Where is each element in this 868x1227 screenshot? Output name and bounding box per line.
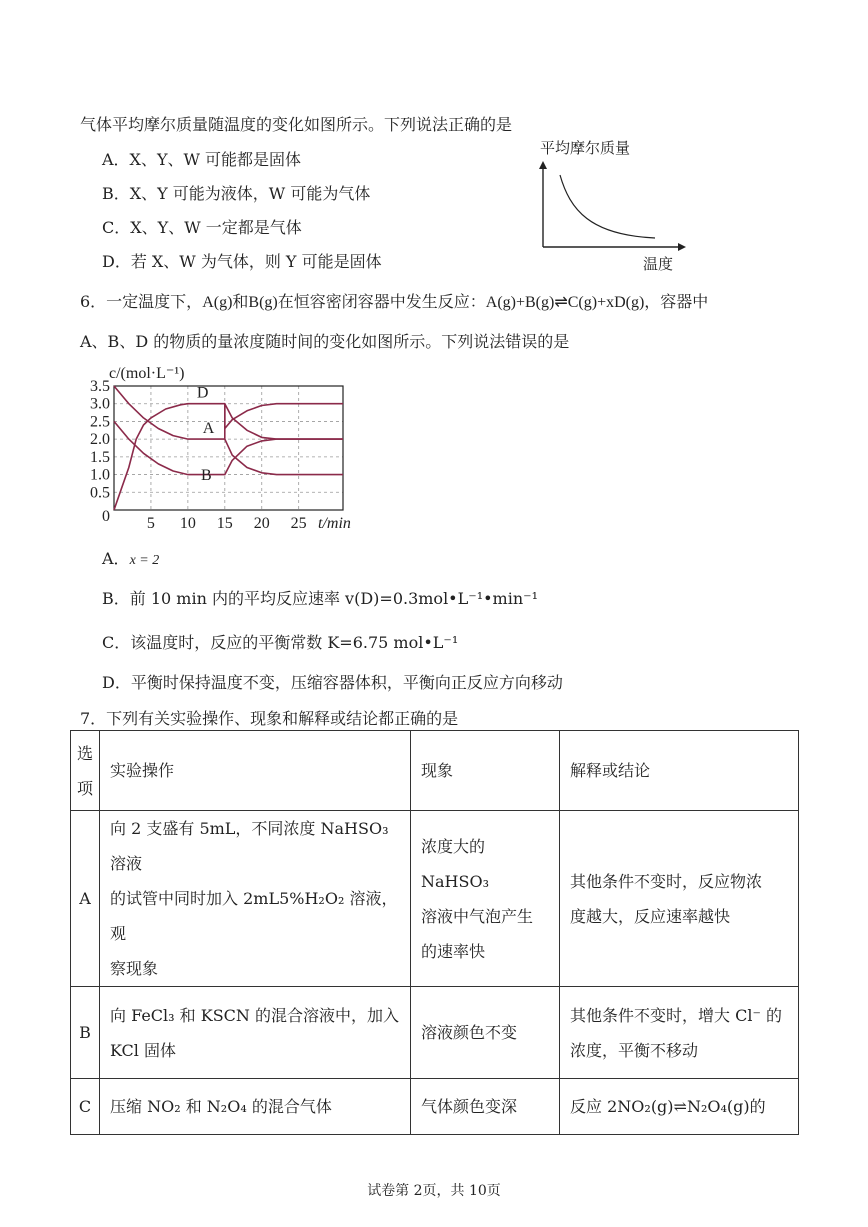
x-tick-label: 20 bbox=[253, 515, 270, 532]
q6-option-c: C．该温度时，反应的平衡常数 K=6.75 mol•L⁻¹ bbox=[102, 633, 459, 652]
q6-option-b: B．前 10 min 内的平均反应速率 v(D)=0.3mol•L⁻¹•min⁻¹ bbox=[102, 589, 538, 608]
q6-stem-e: 在恒容密闭容器中发生反应： bbox=[277, 292, 486, 311]
row-operation-line: 察现象 bbox=[110, 959, 159, 978]
row-operation-line: 的试管中同时加入 2mL5%H₂O₂ 溶液，观 bbox=[110, 889, 398, 943]
header-conclusion: 解释或结论 bbox=[560, 731, 799, 811]
y-tick-label: 3.5 bbox=[90, 378, 110, 395]
header-option-line1: 选 bbox=[77, 743, 94, 763]
table-header-row bbox=[71, 731, 799, 811]
row-operation bbox=[100, 811, 411, 987]
y-tick-label: 2.0 bbox=[90, 431, 110, 449]
y-tick-label: 0 bbox=[102, 508, 110, 525]
header-option bbox=[71, 731, 100, 811]
row-phenomenon: 溶液颜色不变 bbox=[411, 987, 560, 1079]
q5-option-d: D．若 X、W 为气体，则 Y 可能是固体 bbox=[102, 252, 382, 271]
table-row bbox=[71, 987, 799, 1079]
q6-concentration-chart bbox=[78, 358, 378, 533]
q5-stem-tail: 气体平均摩尔质量随温度的变化如图所示。下列说法正确的是 bbox=[80, 115, 513, 134]
q6-eq-arrow: ⇌ bbox=[554, 294, 568, 311]
q5-graph-curve bbox=[560, 175, 655, 238]
row-operation-line: 向 FeCl₃ 和 KSCN 的混合溶液中，加入 bbox=[110, 1005, 399, 1025]
q6-eq-left: A(g)+B(g) bbox=[485, 294, 555, 311]
row-conclusion-line: 浓度，平衡不移动 bbox=[570, 1040, 699, 1060]
q6-stem-a: 6．一定温度下， bbox=[80, 292, 203, 311]
y-tick-label: 0.5 bbox=[90, 484, 110, 502]
q7-stem: 7．下列有关实验操作、现象和解释或结论都正确的是 bbox=[80, 709, 459, 728]
row-conclusion-line: 其他条件不变时，增大 Cl⁻ 的 bbox=[570, 1005, 782, 1025]
q6-option-a-label: A． bbox=[102, 549, 130, 568]
y-tick-label: 1.5 bbox=[90, 448, 110, 466]
row-option: A bbox=[71, 811, 100, 987]
q6-stem-line1 bbox=[80, 289, 708, 312]
q5-graph bbox=[530, 135, 700, 275]
row-conclusion-line: 其他条件不变时，反应物浓 bbox=[570, 871, 763, 891]
q5-option-c: C．X、Y、W 一定都是气体 bbox=[102, 218, 302, 237]
row-conclusion bbox=[560, 987, 799, 1079]
header-phenomenon: 现象 bbox=[411, 731, 560, 811]
q6-stem-f: ，容器中 bbox=[644, 292, 709, 311]
page-footer: 试卷第 2页，共 10页 bbox=[367, 1183, 501, 1199]
series-label-D: D bbox=[196, 384, 209, 402]
header-operation: 实验操作 bbox=[100, 731, 411, 811]
table-row bbox=[71, 1079, 799, 1135]
q6-stem-line2: A、B、D 的物质的量浓度随时间的变化如图所示。下列说法错误的是 bbox=[80, 332, 570, 351]
row-phenomenon-line: 溶液中气泡产生 bbox=[421, 906, 534, 926]
y-tick-label: 3.0 bbox=[90, 395, 110, 413]
row-operation bbox=[100, 987, 411, 1079]
q6-option-a bbox=[102, 546, 159, 569]
header-option-line2: 项 bbox=[77, 778, 94, 798]
q5-graph-xlabel: 温度 bbox=[643, 255, 674, 273]
q5-graph-ylabel: 平均摩尔质量 bbox=[540, 139, 631, 157]
x-tick-label: 25 bbox=[290, 515, 307, 532]
row-option: C bbox=[71, 1079, 100, 1135]
y-tick-label: 1.0 bbox=[90, 466, 110, 484]
q5-graph-x-arrow bbox=[678, 243, 686, 251]
q6-species-a: A(g) bbox=[202, 294, 233, 311]
table-row bbox=[71, 811, 799, 987]
row-phenomenon bbox=[411, 811, 560, 987]
x-tick-label: 15 bbox=[216, 515, 233, 532]
q5-graph-y-arrow bbox=[539, 161, 547, 169]
q6-option-d: D．平衡时保持温度不变，压缩容器体积，平衡向正反应方向移动 bbox=[102, 673, 563, 692]
series-label-B: B bbox=[201, 466, 212, 484]
series-line-A bbox=[114, 386, 343, 439]
row-phenomenon: 气体颜色变深 bbox=[411, 1079, 560, 1135]
row-operation-line: KCl 固体 bbox=[110, 1040, 176, 1060]
x-axis-label: t/min bbox=[318, 515, 351, 532]
row-phenomenon-line: 的速率快 bbox=[421, 941, 486, 961]
q5-option-a: A．X、Y、W 可能都是固体 bbox=[102, 150, 302, 169]
y-tick-label: 2.5 bbox=[90, 413, 110, 431]
x-tick-label: 5 bbox=[146, 515, 155, 532]
q5-option-b: B．X、Y 可能为液体，W 可能为气体 bbox=[102, 184, 371, 203]
row-conclusion-line: 度越大，反应速率越快 bbox=[570, 906, 731, 926]
series-label-A: A bbox=[202, 420, 215, 438]
q7-table bbox=[70, 730, 799, 1135]
row-operation-line: 向 2 支盛有 5mL，不同浓度 NaHSO₃ 溶液 bbox=[110, 819, 389, 873]
q6-species-b: B(g) bbox=[248, 294, 278, 311]
q6-option-a-text: x = 2 bbox=[129, 553, 160, 568]
x-tick-label: 10 bbox=[179, 515, 196, 532]
row-option: B bbox=[71, 987, 100, 1079]
row-conclusion bbox=[560, 811, 799, 987]
row-operation: 压缩 NO₂ 和 N₂O₄ 的混合气体 bbox=[100, 1079, 411, 1135]
y-axis-label: c/(mol·L⁻¹) bbox=[109, 365, 185, 382]
row-phenomenon-line: 浓度大的 NaHSO₃ bbox=[421, 836, 489, 891]
row-conclusion: 反应 2NO₂(g)⇌N₂O₄(g)的 bbox=[560, 1079, 799, 1135]
q6-stem-c: 和 bbox=[232, 292, 249, 311]
q6-eq-right: C(g)+xD(g) bbox=[567, 294, 645, 311]
